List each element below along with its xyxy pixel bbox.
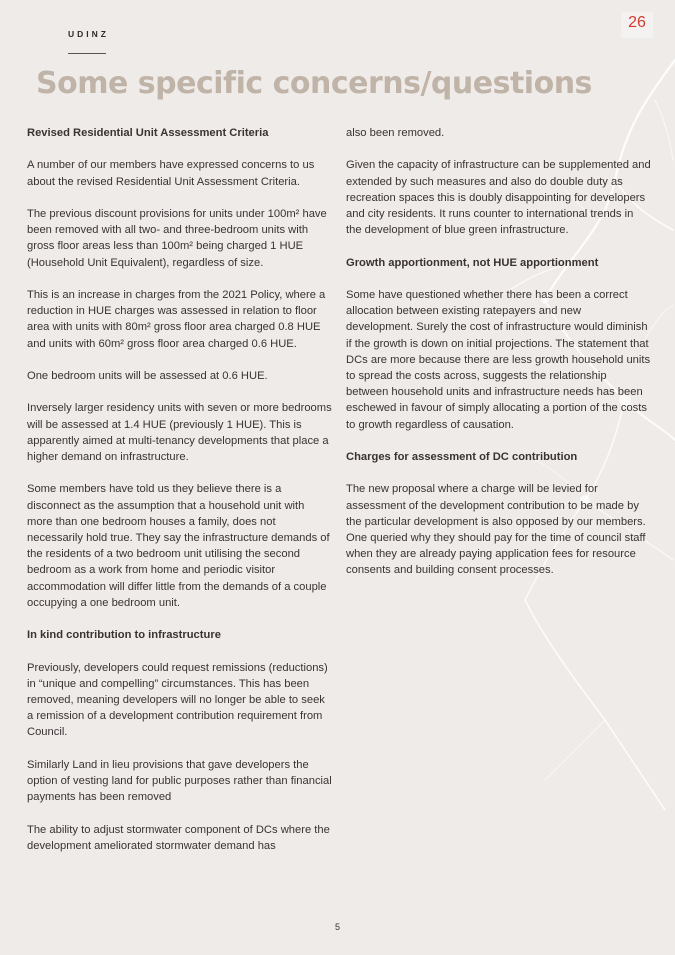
brand-label: UDINZ xyxy=(68,29,109,39)
page-title: Some specific concerns/questions xyxy=(36,66,592,101)
paragraph: The previous discount provisions for units under 100m² have been removed with all two- and three-bedroom units with gross floor areas less than 100m² being charged 1 HUE (Household Unit Equivalent), regardless of size. xyxy=(27,207,327,269)
section-heading-growth: Growth apportionment, not HUE apportionment xyxy=(346,256,599,269)
paragraph: Inversely larger residency units with seven or more bedrooms will be assessed at 1.4 HUE (previously 1 HUE). This is apparently aimed at multi-tenancy developments that place a higher demand on infrastructure. xyxy=(27,402,332,463)
right-column xyxy=(346,125,651,595)
paragraph: One bedroom units will be assessed at 0.6 HUE. xyxy=(27,369,268,382)
page-number-badge: 26 xyxy=(621,12,653,38)
paragraph: This is an increase in charges from the 2021 Policy, where a reduction in HUE charges was assessed in relation to floor area with units with 80m² gross floor area charged 0.8 HUE and units with 60m² gross floor area charged 0.6 HUE. xyxy=(27,288,326,350)
section-heading-unit-assessment: Revised Residential Unit Assessment Criteria xyxy=(27,127,269,139)
paragraph: Given the capacity of infrastructure can be supplemented and extended by such measures and also do double duty as recreation spaces this is doubly disappointing for developers and city residents. It runs counter to international trends in the development of blue green infrastructure. xyxy=(346,159,651,237)
paragraph: The ability to adjust stormwater component of DCs where the development ameliorated stormwater demand has xyxy=(27,823,330,852)
section-heading-charges: Charges for assessment of DC contribution xyxy=(346,451,578,463)
paragraph: Some members have told us they believe there is a disconnect as the assumption that a household unit with more than one bedroom houses a family, does not necessarily hold true. They say the infrastructure demands of the residents of a two bedroom unit utilising the second bedroom as a work from home and periodic visitor accommodation will differ little from the demands of a couple occupying a one bedroom unit. xyxy=(27,483,330,609)
left-column xyxy=(27,125,332,870)
paragraph: A number of our members have expressed concerns to us about the revised Residential Unit Assessment Criteria. xyxy=(27,159,315,188)
brand-underline xyxy=(68,53,106,54)
paragraph: Previously, developers could request remissions (reductions) in “unique and compelling” circumstances. This has been removed, meaning developers will no longer be able to seek a remission of a development contribution requirement from Council. xyxy=(27,661,328,739)
paragraph: Some have questioned whether there has been a correct allocation between existing ratepayers and new development. Surely the cost of infrastructure would diminish if the growth is down on initial projections. The statement that DCs are more because there are less growth household units to spread the costs across, suggests the relationship between household units and infrastructure needs has been eschewed in favour of simply allocating a portion of the costs to growth regardless of causation. xyxy=(346,288,651,431)
paragraph: The new proposal where a charge will be levied for assessment of the development contribution to be made by the particular development is also opposed by our members. One queried why they should pay for the time of council staff when they are already paying application fees for resource consents and building consent processes. xyxy=(346,483,646,577)
footer-page-number: 5 xyxy=(334,922,340,932)
paragraph: also been removed. xyxy=(346,127,445,139)
paragraph: Similarly Land in lieu provisions that gave developers the option of vesting land for public purposes rather than financial payments has been removed xyxy=(27,758,332,804)
section-heading-in-kind: In kind contribution to infrastructure xyxy=(27,629,221,642)
